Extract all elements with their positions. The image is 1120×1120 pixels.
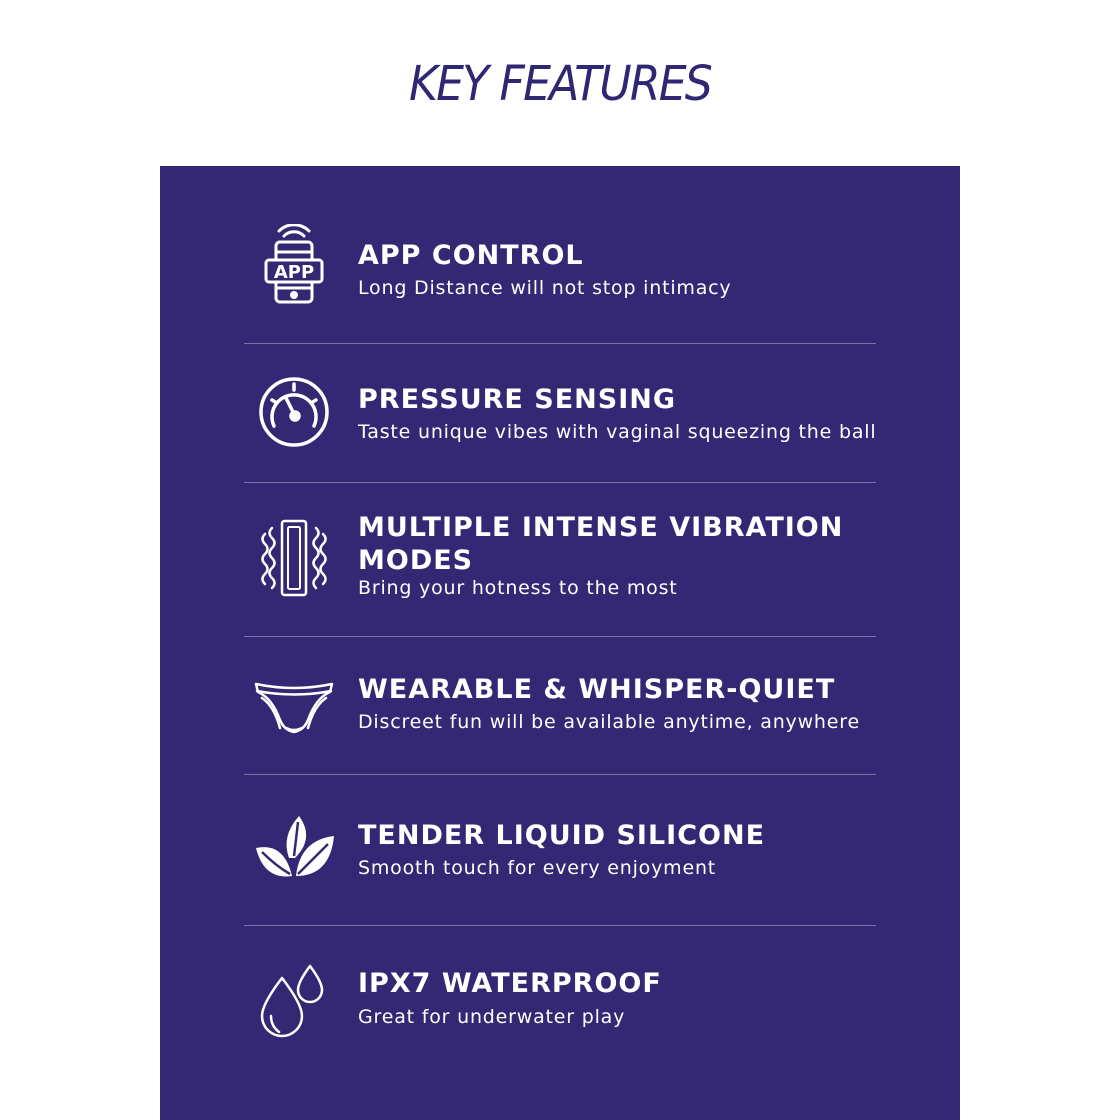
feature-description: Discreet fun will be available anytime, anywhere xyxy=(358,711,860,733)
feature-title: IPX7 WATERPROOF xyxy=(358,968,662,999)
feature-title: WEARABLE & WHISPER-QUIET xyxy=(358,674,836,705)
divider xyxy=(244,343,876,344)
feature-title: MULTIPLE INTENSE VIBRATION MODES xyxy=(358,512,844,576)
divider xyxy=(244,636,876,637)
app-phone-icon xyxy=(252,224,336,308)
leaves-icon xyxy=(252,810,336,894)
feature-title: TENDER LIQUID SILICONE xyxy=(358,820,766,851)
feature-description: Bring your hotness to the most xyxy=(358,577,678,599)
app-icon-label: APP xyxy=(273,262,315,283)
feature-description: Smooth touch for every enjoyment xyxy=(358,857,717,879)
feature-title: PRESSURE SENSING xyxy=(358,384,676,415)
feature-description: Taste unique vibes with vaginal squeezing the ball xyxy=(358,421,877,443)
feature-description: Long Distance will not stop intimacy xyxy=(358,277,732,299)
page-title: KEY FEATURES xyxy=(408,56,711,112)
underwear-icon xyxy=(252,666,336,750)
feature-title: APP CONTROL xyxy=(358,240,584,271)
divider xyxy=(244,774,876,775)
divider xyxy=(244,482,876,483)
pressure-gauge-icon xyxy=(252,370,336,454)
features-panel xyxy=(160,166,960,1120)
feature-description: Great for underwater play xyxy=(358,1006,626,1028)
divider xyxy=(244,925,876,926)
water-drops-icon xyxy=(252,960,336,1044)
vibration-icon xyxy=(252,516,336,600)
